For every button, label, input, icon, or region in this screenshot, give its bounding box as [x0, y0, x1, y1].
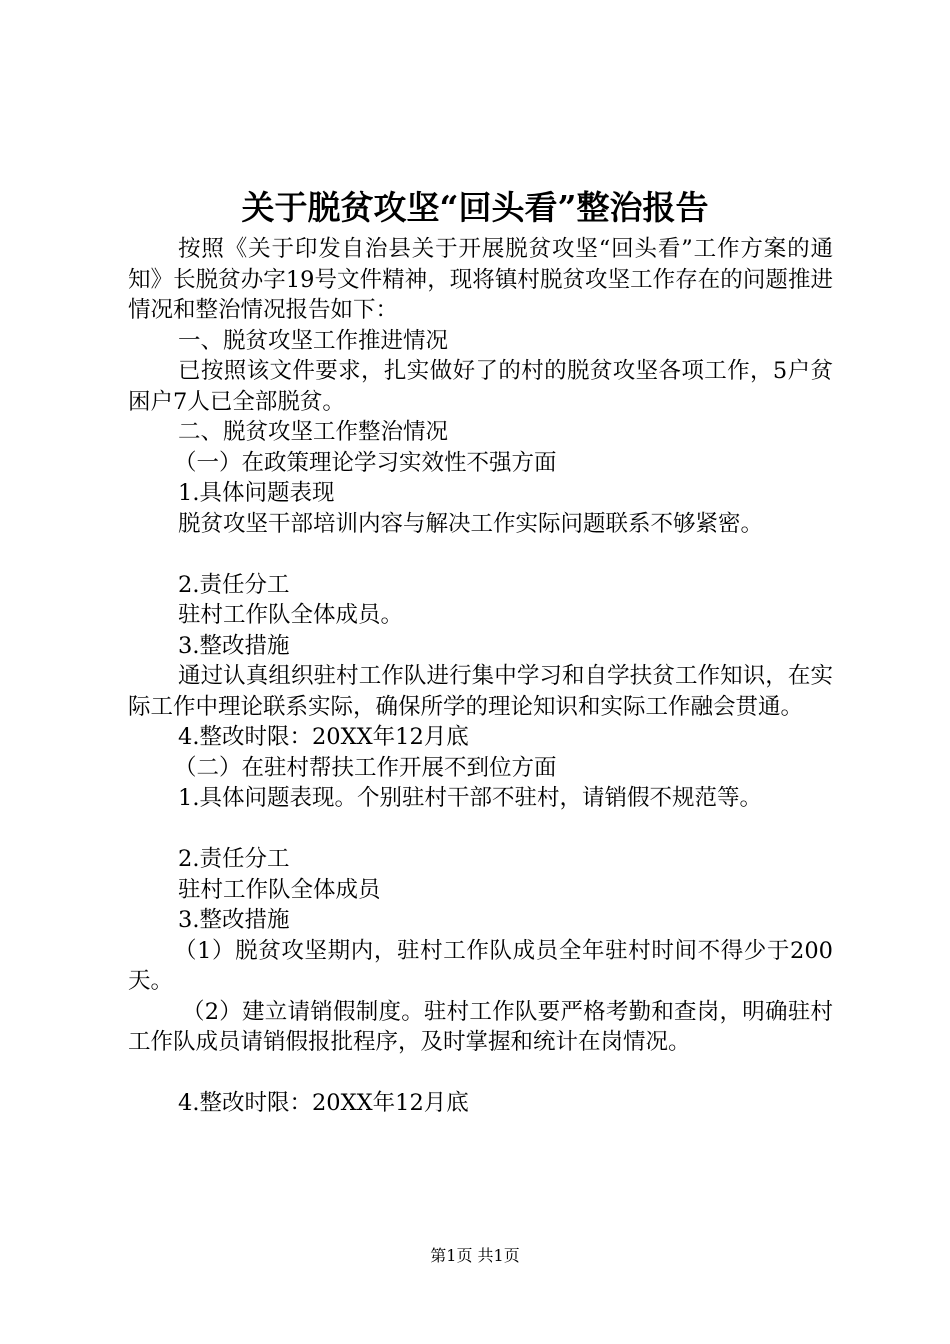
- heading-subsection-2: （二）在驻村帮扶工作开展不到位方面: [174, 754, 557, 781]
- heading-section-1: 一、脱贫攻坚工作推进情况: [178, 327, 449, 354]
- paragraph-measure-2-1: （1）脱贫攻坚期内，驻村工作队成员全年驻村时间不得少于200天。: [128, 937, 833, 994]
- page-footer: 第1页 共1页: [430, 1246, 520, 1265]
- item-problem-2: 1.具体问题表现。个别驻村干部不驻村，请销假不规范等。: [178, 785, 762, 811]
- paragraph-intro: 按照《关于印发自治县关于开展脱贫攻坚“回头看”工作方案的通知》长脱贫办字19号文件精神，现将镇村脱贫攻坚工作存在的问题推进情况和整治情况报告如下：: [128, 236, 833, 323]
- document-title: 关于脱贫攻坚“回头看”整治报告: [241, 188, 709, 227]
- item-deadline-1: 4.整改时限：20XX年12月底: [178, 724, 469, 750]
- item-problem-1: 1.具体问题表现: [178, 480, 335, 506]
- paragraph-responsibility-1: 驻村工作队全体成员。: [178, 602, 404, 628]
- blank-line: [128, 814, 833, 845]
- heading-subsection-1: （一）在政策理论学习实效性不强方面: [174, 449, 557, 476]
- paragraph-responsibility-2: 驻村工作队全体成员: [178, 876, 381, 903]
- item-measures-2: 3.整改措施: [178, 907, 290, 933]
- blank-line: [128, 539, 833, 570]
- paragraph-problem-1: 脱贫攻坚干部培训内容与解决工作实际问题联系不够紧密。: [178, 510, 764, 537]
- blank-line: [128, 1058, 833, 1089]
- item-responsibility-2: 2.责任分工: [178, 846, 290, 872]
- item-measures-1: 3.整改措施: [178, 632, 290, 659]
- paragraph-measures-1: 通过认真组织驻村工作队进行集中学习和自学扶贫工作知识，在实际工作中理论联系实际，确保所学的理论知识和实际工作融会贯通。: [128, 663, 833, 720]
- paragraph-measure-2-2: （2）建立请销假制度。驻村工作队要严格考勤和查岗，明确驻村工作队成员请销假报批程序，及时掌握和统计在岗情况。: [128, 998, 833, 1055]
- heading-section-2: 二、脱贫攻坚工作整治情况: [178, 419, 449, 445]
- item-responsibility-1: 2.责任分工: [178, 571, 290, 598]
- document-body: [128, 234, 833, 1119]
- paragraph-progress: 已按照该文件要求，扎实做好了的村的脱贫攻坚各项工作，5户贫困户7人已全部脱贫。: [128, 358, 833, 415]
- item-deadline-2: 4.整改时限：20XX年12月底: [178, 1090, 469, 1116]
